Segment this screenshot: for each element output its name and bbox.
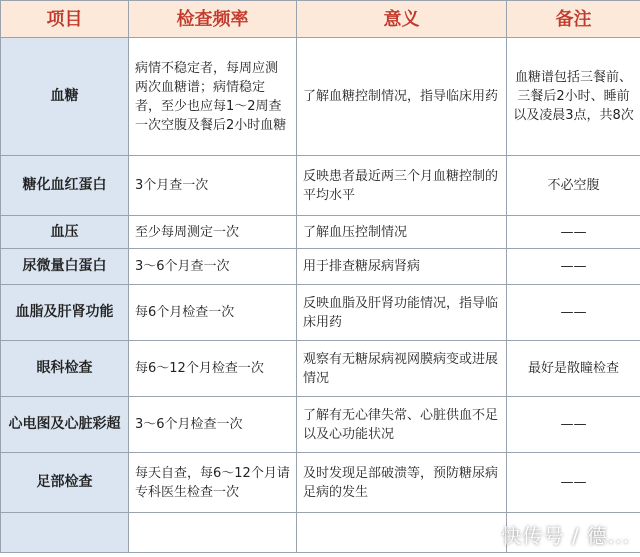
row-frequency: 每天自查，每6～12个月请专科医生检查一次 bbox=[129, 453, 297, 513]
row-note: 最好是散瞳检查 bbox=[507, 341, 640, 397]
row-item: 血糖 bbox=[1, 38, 129, 156]
watermark: 快传号 / 德... bbox=[501, 524, 630, 548]
row-item: 血压 bbox=[1, 216, 129, 249]
header-frequency: 检查频率 bbox=[129, 1, 297, 38]
row-frequency: 每6～12个月检查一次 bbox=[129, 341, 297, 397]
row-item: 尿微量白蛋白 bbox=[1, 249, 129, 285]
row-frequency: 每6个月检查一次 bbox=[129, 285, 297, 341]
row-note: 血糖谱包括三餐前、三餐后2小时、睡前以及凌晨3点，共8次 bbox=[507, 38, 640, 156]
row-item: 血脂及肝肾功能 bbox=[1, 285, 129, 341]
row-meaning: 观察有无糖尿病视网膜病变或进展情况 bbox=[297, 341, 507, 397]
row-frequency: 3～6个月检查一次 bbox=[129, 397, 297, 453]
row-meaning: 用于排查糖尿病肾病 bbox=[297, 249, 507, 285]
row-meaning: 了解血糖控制情况，指导临床用药 bbox=[297, 38, 507, 156]
header-meaning: 意义 bbox=[297, 1, 507, 38]
table-row bbox=[1, 216, 640, 249]
row-item: 眼科检查 bbox=[1, 341, 129, 397]
row-meaning bbox=[297, 513, 507, 553]
header-row bbox=[1, 1, 640, 38]
row-note: —— bbox=[507, 397, 640, 453]
row-note: 不必空腹 bbox=[507, 156, 640, 216]
row-frequency bbox=[129, 513, 297, 553]
row-item: 糖化血红蛋白 bbox=[1, 156, 129, 216]
row-note: —— bbox=[507, 285, 640, 341]
table-row bbox=[1, 156, 640, 216]
header-note: 备注 bbox=[507, 1, 640, 38]
row-meaning: 及时发现足部破溃等，预防糖尿病足病的发生 bbox=[297, 453, 507, 513]
table-row bbox=[1, 249, 640, 285]
header-item: 项目 bbox=[1, 1, 129, 38]
table-row bbox=[1, 38, 640, 156]
row-note: —— bbox=[507, 453, 640, 513]
row-item bbox=[1, 513, 129, 553]
row-note: —— bbox=[507, 216, 640, 249]
row-item: 足部检查 bbox=[1, 453, 129, 513]
table-row bbox=[1, 397, 640, 453]
row-item: 心电图及心脏彩超 bbox=[1, 397, 129, 453]
row-meaning: 反映血脂及肝肾功能情况，指导临床用药 bbox=[297, 285, 507, 341]
table-row bbox=[1, 341, 640, 397]
row-frequency: 3个月查一次 bbox=[129, 156, 297, 216]
row-note: —— bbox=[507, 249, 640, 285]
row-meaning: 了解血压控制情况 bbox=[297, 216, 507, 249]
row-frequency: 3～6个月查一次 bbox=[129, 249, 297, 285]
table-row bbox=[1, 453, 640, 513]
table-row bbox=[1, 285, 640, 341]
row-meaning: 反映患者最近两三个月血糖控制的平均水平 bbox=[297, 156, 507, 216]
row-frequency: 至少每周测定一次 bbox=[129, 216, 297, 249]
row-frequency: 病情不稳定者，每周应测两次血糖谱；病情稳定者，至少也应每1～2周查一次空腹及餐后2小时血糖 bbox=[129, 38, 297, 156]
row-meaning: 了解有无心律失常、心脏供血不足以及心功能状况 bbox=[297, 397, 507, 453]
